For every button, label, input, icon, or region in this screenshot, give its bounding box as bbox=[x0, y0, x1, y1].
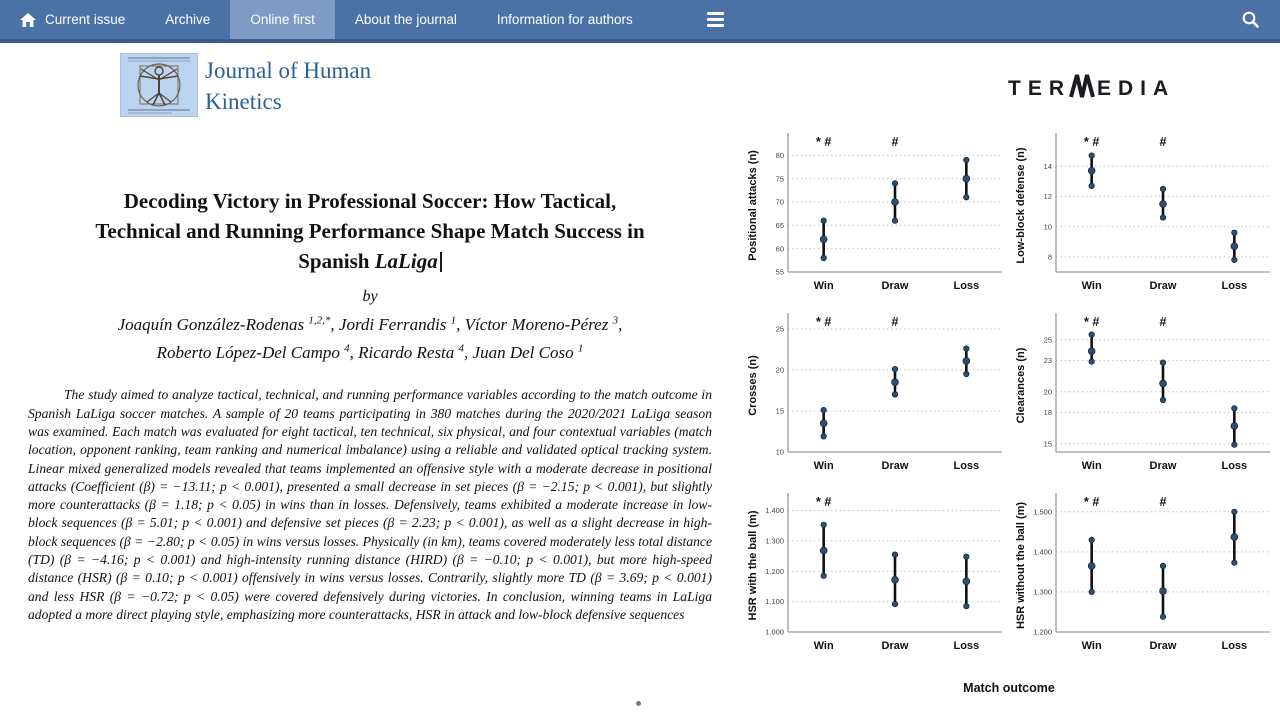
journal-name[interactable]: Journal of Human Kinetics bbox=[205, 58, 372, 114]
svg-text:Win: Win bbox=[1081, 640, 1102, 652]
errorbar-hsr-with-ball-loss bbox=[963, 554, 970, 609]
svg-text:HSR with the ball (m): HSR with the ball (m) bbox=[747, 510, 759, 621]
svg-text:Loss: Loss bbox=[1221, 460, 1248, 472]
svg-text:8: 8 bbox=[1047, 252, 1052, 262]
errorbar-clearances-win bbox=[1088, 332, 1095, 364]
svg-text:#: # bbox=[1159, 315, 1167, 329]
svg-text:20: 20 bbox=[1043, 387, 1052, 397]
svg-text:1.300: 1.300 bbox=[765, 536, 784, 546]
termedia-m-icon bbox=[1071, 74, 1097, 104]
title-line: Spanish LaLiga bbox=[28, 246, 712, 276]
svg-text:* #: * # bbox=[1084, 315, 1100, 329]
svg-text:Win: Win bbox=[1081, 460, 1102, 472]
svg-text:Draw: Draw bbox=[881, 280, 909, 292]
svg-text:10: 10 bbox=[775, 447, 784, 457]
svg-text:* #: * # bbox=[1084, 495, 1100, 509]
svg-text:12: 12 bbox=[1043, 192, 1052, 201]
svg-text:23: 23 bbox=[1043, 356, 1052, 366]
text-cursor bbox=[440, 252, 442, 272]
svg-text:1.200: 1.200 bbox=[1033, 627, 1052, 637]
svg-text:Draw: Draw bbox=[1149, 640, 1177, 652]
svg-text:#: # bbox=[891, 315, 899, 329]
errorbar-low-block-defense-draw bbox=[1160, 186, 1167, 220]
byline: by bbox=[362, 288, 378, 305]
svg-text:1.000: 1.000 bbox=[765, 627, 784, 637]
errorbar-hsr-with-ball-draw bbox=[892, 552, 899, 607]
svg-text:Loss: Loss bbox=[953, 460, 980, 472]
svg-text:Win: Win bbox=[813, 280, 834, 292]
errorbar-hsr-with-ball-win bbox=[820, 522, 827, 578]
svg-text:65: 65 bbox=[775, 220, 784, 230]
svg-text:Win: Win bbox=[813, 640, 834, 652]
errorbar-clearances-loss bbox=[1231, 406, 1238, 448]
svg-text:1.300: 1.300 bbox=[1033, 587, 1052, 597]
svg-text:15: 15 bbox=[775, 406, 784, 416]
svg-text:#: # bbox=[1159, 495, 1167, 509]
errorbar-positional-attacks-loss bbox=[963, 157, 970, 200]
svg-text:1.100: 1.100 bbox=[765, 597, 784, 607]
svg-text:20: 20 bbox=[775, 365, 784, 375]
svg-text:75: 75 bbox=[775, 174, 784, 184]
nav-item-label: Archive bbox=[165, 12, 211, 27]
scroll-indicator-dot bbox=[636, 701, 641, 706]
chart-crosses bbox=[742, 306, 1008, 485]
nav-item-archive[interactable] bbox=[145, 0, 230, 39]
menu-icon[interactable] bbox=[693, 0, 738, 39]
svg-text:* #: * # bbox=[1084, 135, 1100, 149]
nav-item-current-issue[interactable] bbox=[0, 0, 145, 39]
figure-grid bbox=[742, 126, 1276, 665]
svg-text:1.400: 1.400 bbox=[1033, 547, 1052, 557]
svg-text:55: 55 bbox=[775, 267, 784, 277]
errorbar-low-block-defense-loss bbox=[1231, 230, 1238, 263]
svg-text:* #: * # bbox=[816, 495, 832, 509]
svg-text:Draw: Draw bbox=[881, 460, 909, 472]
svg-text:25: 25 bbox=[1043, 335, 1052, 345]
svg-text:#: # bbox=[1159, 135, 1167, 149]
svg-text:Draw: Draw bbox=[1149, 280, 1177, 292]
errorbar-hsr-without-ball-win bbox=[1088, 537, 1095, 594]
errorbar-crosses-loss bbox=[963, 346, 970, 377]
errorbar-positional-attacks-draw bbox=[892, 181, 899, 224]
svg-text:18: 18 bbox=[1043, 408, 1052, 418]
svg-text:15: 15 bbox=[1043, 439, 1052, 449]
svg-text:Loss: Loss bbox=[953, 280, 980, 292]
nav-item-label: Current issue bbox=[45, 12, 126, 27]
title-line: Decoding Victory in Professional Soccer: How Tactical, bbox=[123, 189, 617, 213]
svg-text:1.200: 1.200 bbox=[765, 566, 784, 576]
svg-text:Loss: Loss bbox=[1221, 640, 1248, 652]
journal-logo-vitruvian-man-icon[interactable] bbox=[120, 53, 198, 117]
nav-item-label: Information for authors bbox=[496, 12, 633, 27]
abstract-text: The study aimed to analyze tactical, technical, and running performance variables according to the match outcome in Spanish LaLiga soccer matches. A sample of 20 teams participating in 380 matches during the 2020/2021 LaLiga season was examined. Each match was evaluated for eight tactical, ten technical, six physical, and four contextual variables (match location, opponent ranking, team ranking and numerical imbalance) using a reliable and validated optical tracking system. Linear mixed generalized models revealed that teams implemented an offensive style with a moderate decrease in positional attacks (Coefficient (β) = −13.11; p < 0.001), presented a small decrease in set pieces (β = −2.15; p < 0.001), but slightly more counterattacks (β = 1.18; p < 0.05) in wins than in losses. Defensively, teams exhibited a moderate increase in low-block sequences (β = 5.01; p < 0.001) and defensive set pieces (β = 2.23; p < 0.001), as well as a slight decrease in high-block sequences (β = −2.80; p < 0.05) in wins versus losses. Physically (in km), teams covered moderately less total distance (TD) (β = −4.16; p < 0.001) and high-intensity running distance (HIRD) (β = −0.10; p < 0.001), but more high-speed distance (HSR) (β = 0.10; p < 0.001) offensively in wins versus losses. Contrarily, slightly more TD (β = 3.69; p < 0.001) and less HSR (β = −0.72; p < 0.05) were covered defensively during victories. In conclusion, winning teams in LaLiga adopted a more direct playing style, emphasizing more counterattacks, HSR in attack and low-block defensive sequences bbox=[28, 387, 712, 622]
nav-item-label: Online first bbox=[250, 12, 315, 27]
svg-text:Loss: Loss bbox=[1221, 280, 1248, 292]
chart-clearances bbox=[1010, 306, 1276, 485]
article-title bbox=[28, 186, 712, 276]
errorbar-crosses-draw bbox=[892, 366, 899, 397]
nav-item-information-for-authors[interactable] bbox=[477, 0, 653, 39]
author-line: Joaquín González-Rodenas $^{1,2,*}$, Jordi Ferrandis $^1$, Víctor Moreno-Pérez $^3$, bbox=[117, 314, 623, 334]
svg-text:80: 80 bbox=[775, 150, 784, 160]
svg-text:Positional attacks (n): Positional attacks (n) bbox=[747, 150, 759, 261]
nav-item-online-first[interactable] bbox=[230, 0, 335, 39]
svg-text:Win: Win bbox=[1081, 280, 1102, 292]
author-list bbox=[28, 308, 712, 365]
author-line: Roberto López-Del Campo $^4$, Ricardo Resta $^4$, Juan Del Coso $^1$ bbox=[156, 342, 584, 363]
svg-text:60: 60 bbox=[775, 244, 784, 254]
search-icon[interactable] bbox=[1233, 0, 1268, 39]
home-icon bbox=[20, 13, 36, 27]
chart-low-block-defense bbox=[1010, 126, 1276, 305]
chart-hsr-with-ball bbox=[742, 486, 1008, 665]
publisher-text-left: TER bbox=[1008, 77, 1071, 100]
svg-text:1.500: 1.500 bbox=[1033, 507, 1052, 517]
chart-hsr-without-ball bbox=[1010, 486, 1276, 665]
errorbar-hsr-without-ball-loss bbox=[1231, 509, 1238, 565]
svg-text:Loss: Loss bbox=[953, 640, 980, 652]
svg-text:25: 25 bbox=[775, 324, 784, 334]
svg-text:Low-block defense (n): Low-block defense (n) bbox=[1015, 147, 1027, 264]
nav-item-label: About the journal bbox=[354, 12, 457, 27]
svg-text:14: 14 bbox=[1043, 161, 1052, 171]
svg-text:70: 70 bbox=[775, 197, 784, 207]
svg-text:Crosses (n): Crosses (n) bbox=[747, 355, 759, 416]
chart-positional-attacks bbox=[742, 126, 1008, 305]
errorbar-low-block-defense-win bbox=[1088, 153, 1095, 189]
svg-text:HSR without the ball (m): HSR without the ball (m) bbox=[1015, 501, 1027, 630]
errorbar-clearances-draw bbox=[1160, 360, 1167, 403]
top-navigation bbox=[0, 0, 1280, 43]
svg-text:Clearances (n): Clearances (n) bbox=[1015, 347, 1027, 424]
svg-text:Draw: Draw bbox=[881, 640, 909, 652]
svg-text:Draw: Draw bbox=[1149, 460, 1177, 472]
errorbar-positional-attacks-win bbox=[820, 218, 827, 261]
svg-text:#: # bbox=[891, 135, 899, 149]
svg-text:1.400: 1.400 bbox=[765, 506, 784, 516]
article-pane bbox=[28, 186, 712, 624]
svg-text:Win: Win bbox=[813, 460, 834, 472]
termedia-publisher-logo[interactable] bbox=[1008, 74, 1175, 104]
errorbar-hsr-without-ball-draw bbox=[1160, 563, 1167, 619]
match-outcome-axis-label: Match outcome bbox=[963, 681, 1055, 695]
svg-text:* #: * # bbox=[816, 315, 832, 329]
svg-text:* #: * # bbox=[816, 135, 832, 149]
errorbar-crosses-win bbox=[820, 407, 827, 439]
title-line: Technical and Running Performance Shape Match Success in bbox=[95, 219, 645, 243]
nav-item-about-the-journal[interactable] bbox=[335, 0, 477, 39]
publisher-text-right: EDIA bbox=[1097, 77, 1176, 100]
svg-text:10: 10 bbox=[1043, 222, 1052, 232]
